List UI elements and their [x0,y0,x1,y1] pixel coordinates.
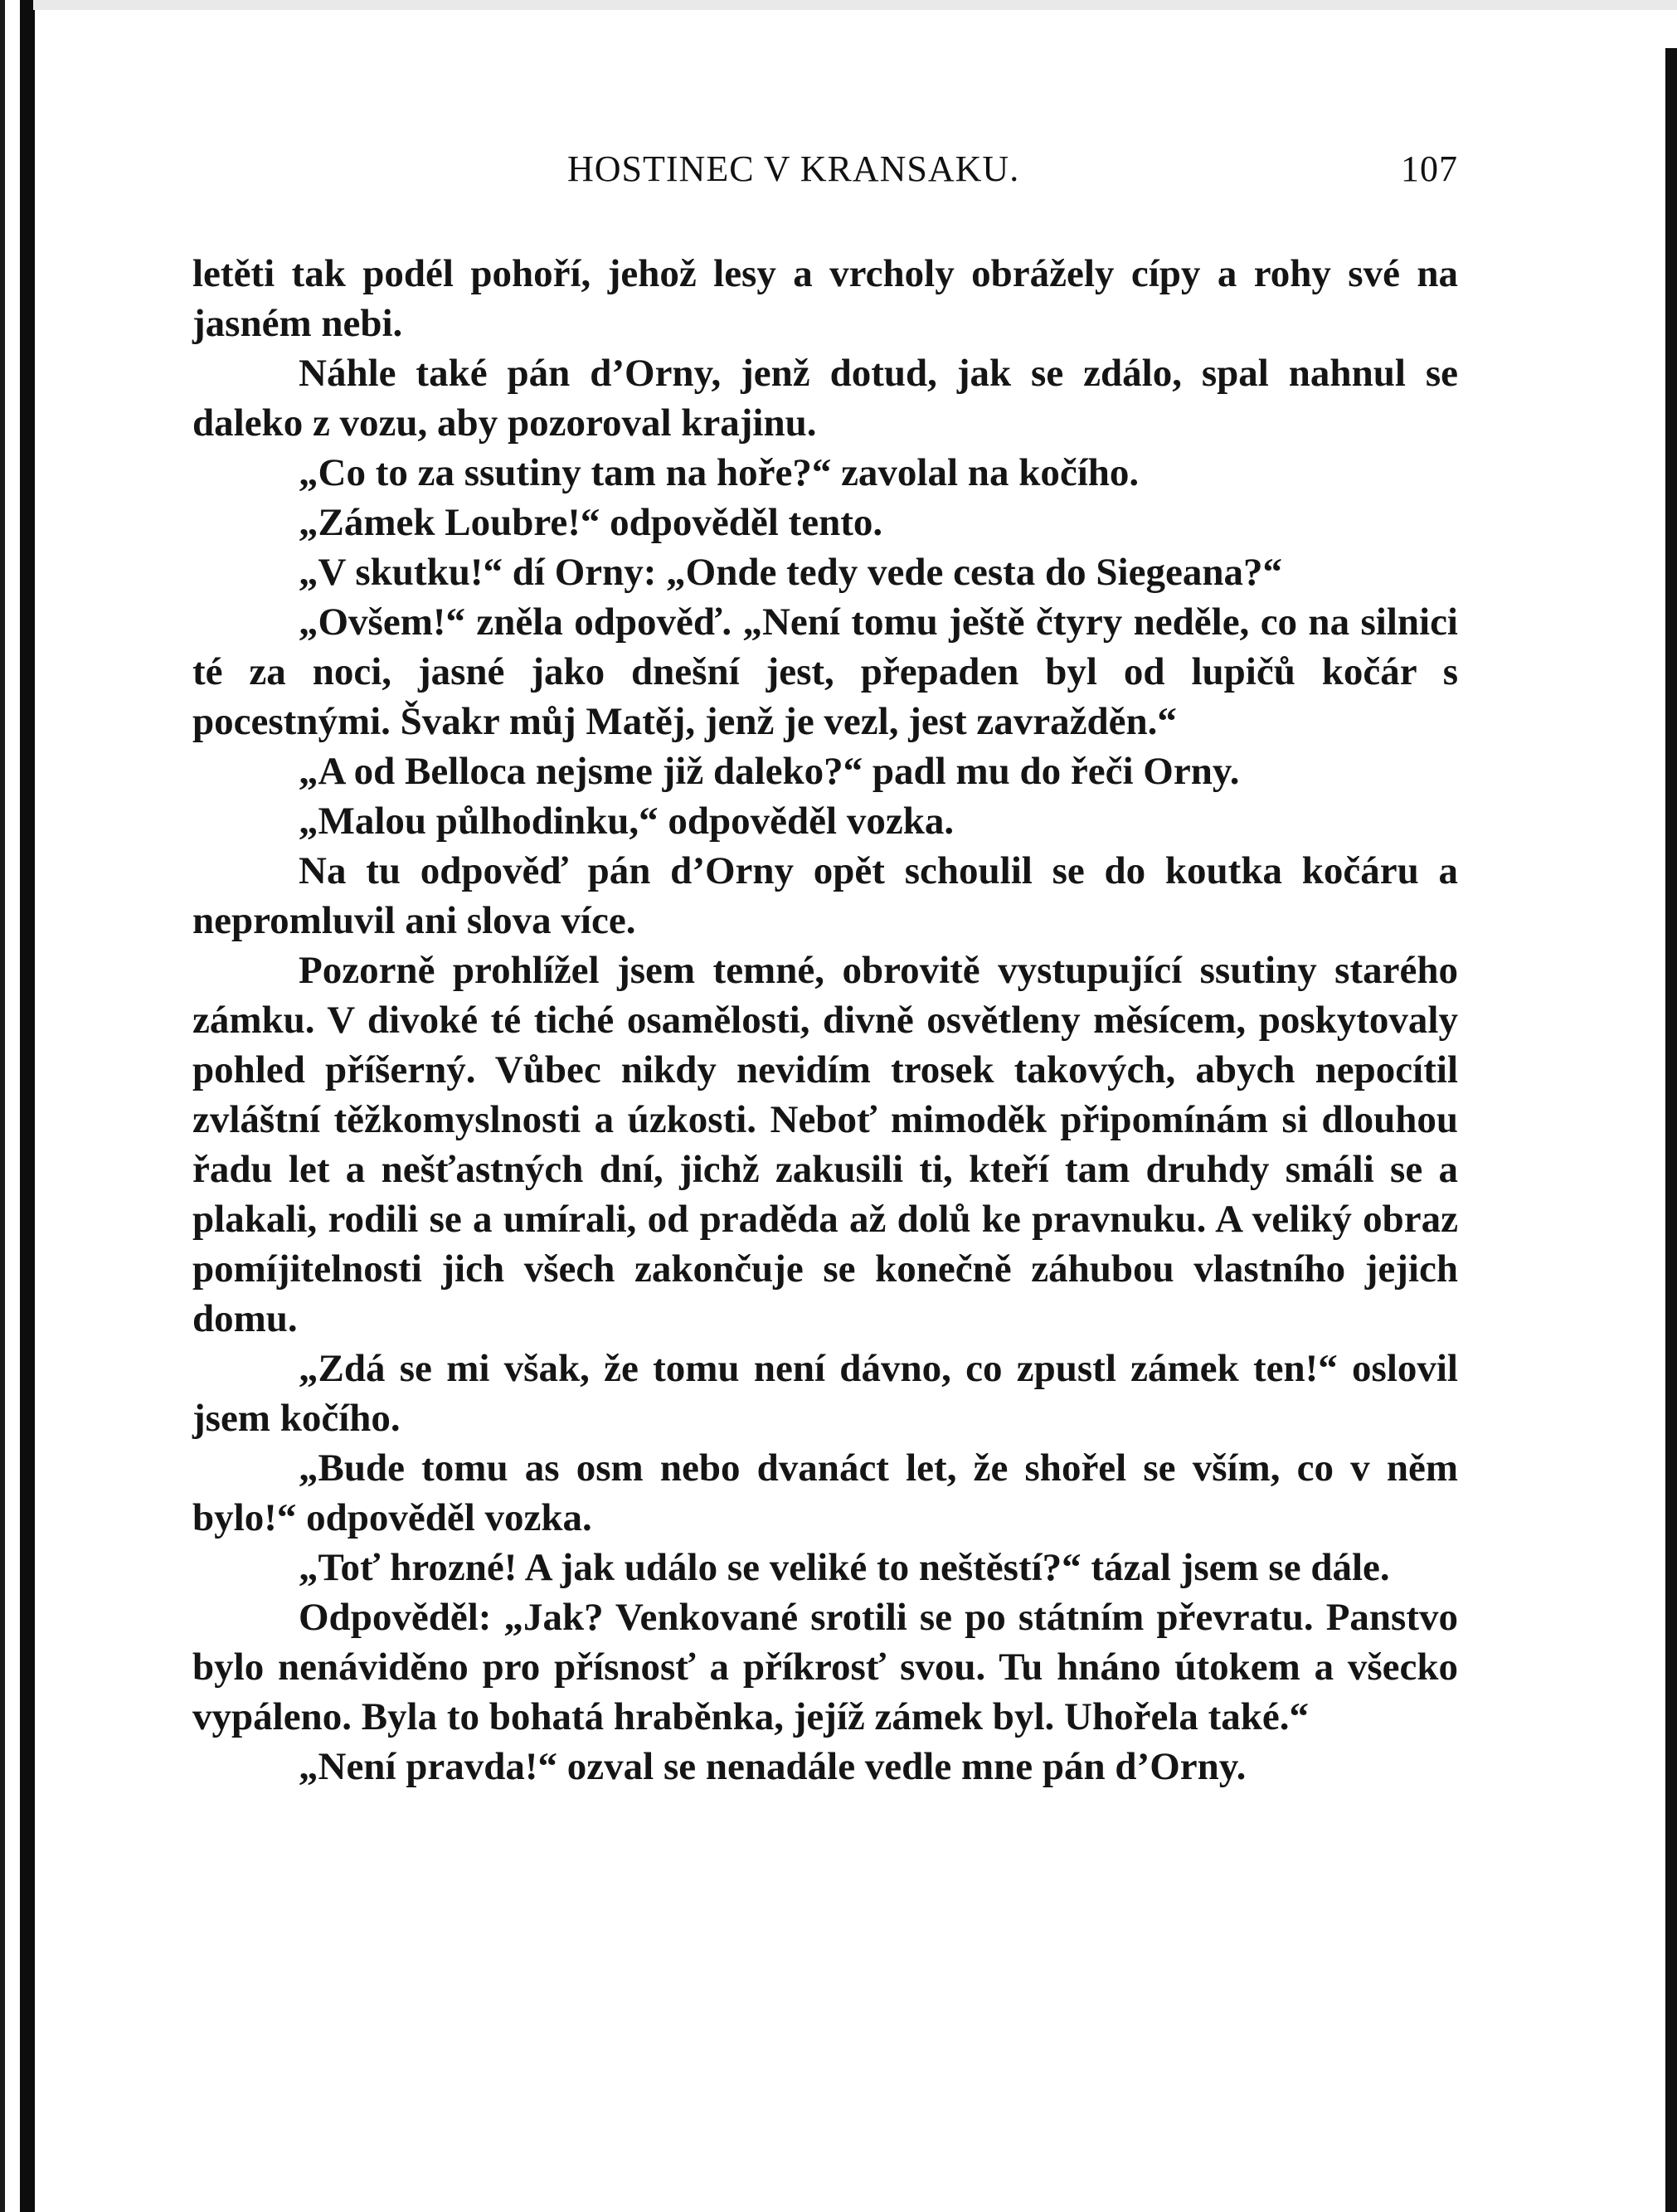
page-number: 107 [1401,148,1458,189]
paragraph: Náhle také pán d’Orny, jenž dotud, jak se zdálo, spal nahnul se daleko z vozu, aby pozoroval krajinu. [192,352,1458,445]
paragraph: „Není pravda!“ ozval se nenadále vedle mne pán d’Orny. [299,1745,1247,1788]
scan-border-left-outer [0,0,5,2212]
page-header [192,148,1458,197]
paragraph: letěti tak podél pohoří, jehož lesy a vrcholy obrážely cípy a rohy své na jasném nebi. [192,252,1458,345]
running-head: HOSTINEC V KRANSAKU. [567,148,1020,189]
paragraph: Pozorně prohlížel jsem temné, obrovitě vystupující ssutiny starého zámku. V divoké té tiché osamělosti, divně osvětleny měsícem, poskytovaly pohled příšerný. Vůbec nikdy nevidím trosek takových, abych nepocítil zvláštní těžkomyslnosti a úzkosti. Neboť mimoděk připomínám si dlouhou řadu let a nešťastných dní, jichž zakusili ti, kteří tam druhdy smáli se a plakali, rodili se a umírali, od praděda až dolů ke pravnuku. A veliký obraz pomíjitelnosti jich všech zakončuje se konečně záhubou vlastního jejich domu. [192,949,1458,1340]
paragraph: Na tu odpověď pán d’Orny opět schoulil se do koutka kočáru a nepromluvil ani slova více. [192,849,1458,942]
page-body [192,249,1458,1791]
paragraph: „V skutku!“ dí Orny: „Onde tedy vede cesta do Siegeana?“ [299,551,1282,594]
paragraph: „Toť hrozné! A jak událo se veliké to neštěstí?“ tázal jsem se dále. [299,1546,1390,1589]
paragraph: „Zámek Loubre!“ odpověděl tento. [299,501,883,544]
paragraph: „A od Belloca nejsme již daleko?“ padl mu do řeči Orny. [299,750,1240,793]
scan-border-top [33,0,1677,10]
scan-border-right [1665,48,1677,2212]
paragraph: „Malou půlhodinku,“ odpověděl vozka. [299,800,955,843]
paragraph: „Ovšem!“ zněla odpověď. „Není tomu ještě čtyry neděle, co na silnici té za noci, jasné jako dnešní jest, přepaden byl od lupičů kočár s pocestnými. Švakr můj Matěj, jenž je vezl, jest zavražděn.“ [192,600,1458,743]
paragraph: Odpověděl: „Jak? Venkované srotili se po státním převratu. Panstvo bylo nenáviděno pro přísnosť a příkrosť svou. Tu hnáno útokem a všecko vypáleno. Byla to bohatá hraběnka, jejíž zámek byl. Uhořela také.“ [192,1596,1458,1738]
paragraph: „Co to za ssutiny tam na hoře?“ zavolal na kočího. [299,451,1140,494]
scan-border-left [20,0,35,2212]
paragraph: „Bude tomu as osm nebo dvanáct let, že shořel se vším, co v něm bylo!“ odpověděl vozka. [192,1446,1458,1539]
paragraph: „Zdá se mi však, že tomu není dávno, co zpustl zámek ten!“ oslovil jsem kočího. [192,1347,1458,1440]
